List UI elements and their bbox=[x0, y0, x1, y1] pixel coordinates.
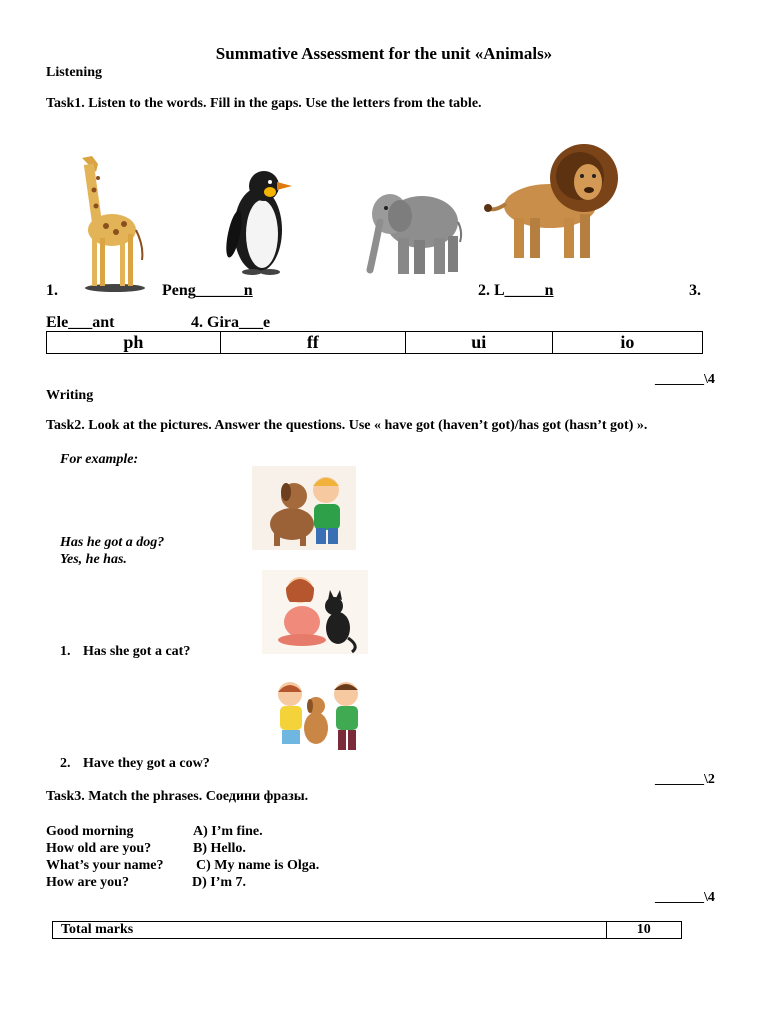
total-marks-label: Total marks bbox=[53, 922, 607, 939]
lion-image bbox=[484, 134, 632, 264]
question-1-text: Has she got a cat? bbox=[83, 644, 191, 659]
total-marks-value: 10 bbox=[606, 922, 681, 939]
match-left-item: How old are you? bbox=[46, 841, 152, 856]
task1-instruction: Task1. Listen to the words. Fill in the gaps. Use the letters from the table. bbox=[46, 96, 482, 111]
task1-score: _______\4 bbox=[655, 372, 715, 387]
match-left-item: How are you? bbox=[46, 875, 129, 890]
letters-table bbox=[46, 331, 703, 354]
giraffe-image bbox=[70, 150, 160, 295]
match-left-item: What’s your name? bbox=[46, 858, 164, 873]
letters-cell: ff bbox=[220, 332, 405, 354]
task3-score: _______\4 bbox=[655, 890, 715, 905]
total-marks-table bbox=[52, 921, 682, 939]
task2-instruction: Task2. Look at the pictures. Answer the questions. Use « have got (haven’t got)/has got (hasn’t got) ». bbox=[46, 418, 648, 433]
match-left-item: Good morning bbox=[46, 824, 134, 839]
item-3-word: Ele___ant bbox=[46, 314, 115, 331]
question-2-text: Have they got a cow? bbox=[83, 756, 210, 771]
match-right-item: B) Hello. bbox=[193, 841, 246, 856]
letters-cell: io bbox=[552, 332, 702, 354]
item-4-word: 4. Gira___e bbox=[191, 314, 271, 331]
item-2-word bbox=[478, 282, 554, 300]
item-1-word bbox=[162, 282, 253, 300]
girl-with-cat-image bbox=[262, 570, 368, 654]
question-2-number: 2. bbox=[60, 756, 71, 771]
task3-instruction: Task3. Match the phrases. Соедини фразы. bbox=[46, 789, 309, 804]
item-2-gap: _____n bbox=[504, 282, 554, 299]
task2-score: _______\2 bbox=[655, 772, 715, 787]
match-right-item: A) I’m fine. bbox=[193, 824, 263, 839]
match-right-item: D) I’m 7. bbox=[192, 875, 247, 890]
example-question: Has he got a dog? bbox=[60, 535, 165, 550]
example-label: For example: bbox=[60, 452, 139, 467]
item-1-gap: ______n bbox=[195, 282, 253, 299]
letters-cell: ph bbox=[47, 332, 221, 354]
kids-with-dog-image bbox=[262, 676, 370, 760]
item-2-prefix: 2. L bbox=[478, 282, 505, 299]
section-writing: Writing bbox=[46, 388, 94, 403]
section-listening: Listening bbox=[46, 65, 103, 80]
question-1-number: 1. bbox=[60, 644, 71, 659]
page-title: Summative Assessment for the unit «Animals» bbox=[215, 44, 553, 63]
letters-cell: ui bbox=[405, 332, 552, 354]
example-answer: Yes, he has. bbox=[60, 552, 127, 567]
match-right-item: C) My name is Olga. bbox=[196, 858, 320, 873]
boy-with-dog-image bbox=[252, 466, 356, 550]
item-1-number: 1. bbox=[46, 282, 58, 299]
penguin-image bbox=[222, 168, 294, 276]
item-1-prefix: Peng bbox=[162, 282, 196, 299]
item-3-number: 3. bbox=[689, 282, 701, 299]
elephant-image bbox=[364, 182, 464, 278]
